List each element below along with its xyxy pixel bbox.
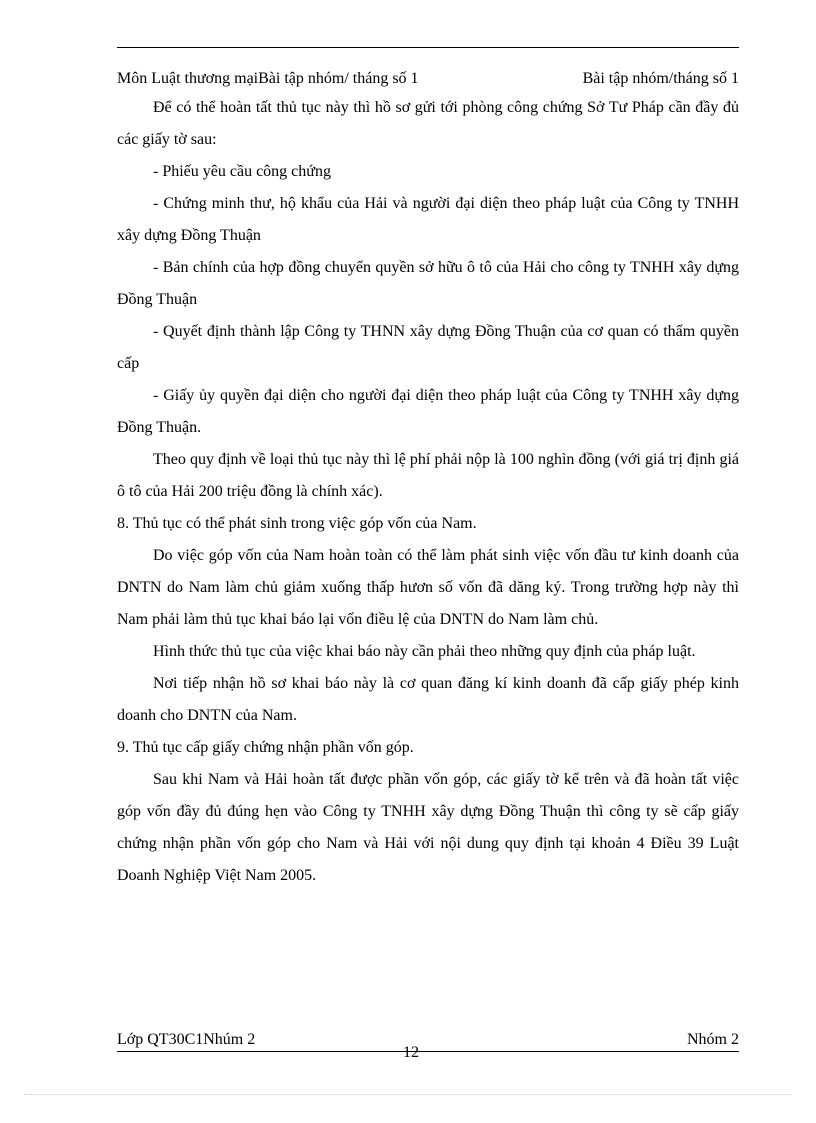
page-number: 12	[403, 1044, 419, 1061]
list-item-establishment-decision: - Quyết định thành lập Công ty THNN xây dựng Đồng Thuận của cơ quan có thẩm quyền cấp	[117, 323, 739, 372]
list-item-transfer-contract: - Bản chính của hợp đồng chuyển quyền sở hữu ô tô của Hải cho công ty TNHH xây dựng Đồng Thuận	[117, 259, 739, 308]
section-heading-9: 9. Thủ tục cấp giấy chứng nhận phần vốn góp.	[117, 739, 414, 756]
section-heading-8: 8. Thủ tục có thể phát sinh trong việc góp vốn của Nam.	[117, 515, 477, 532]
header-right-text: Bài tập nhóm/tháng số 1	[582, 70, 739, 87]
list-item-id-documents: - Chứng minh thư, hộ khẩu của Hải và người đại diện theo pháp luật của Công ty TNHH xây dựng Đồng Thuận	[117, 195, 739, 244]
list-item-power-of-attorney: - Giấy ủy quyền đại diện cho người đại diện theo pháp luật của Công ty TNHH xây dựng Đồng Thuận.	[117, 387, 739, 436]
footer-left-text: Lớp QT30C1Nhúm 2	[117, 1031, 256, 1048]
page-footer	[117, 1031, 739, 1053]
paragraph-receiving-office: Nơi tiếp nhận hồ sơ khai báo này là cơ quan đăng kí kinh doanh đã cấp giấy phép kinh doanh cho DNTN của Nam.	[117, 675, 739, 724]
list-item-request-form: - Phiếu yêu cầu công chứng	[153, 163, 331, 180]
paragraph-fee: Theo quy định về loại thủ tục này thì lệ phí phải nộp là 100 nghìn đồng (với giá trị định giá ô tô của Hải 200 triệu đồng là chính xác).	[117, 451, 739, 500]
header-rule	[117, 47, 739, 48]
footer-rule	[117, 1051, 739, 1052]
document-body	[117, 92, 739, 892]
paragraph-certificate: Sau khi Nam và Hải hoàn tất được phần vốn góp, các giấy tờ kể trên và đã hoàn tất việc góp vốn đầy đủ đúng hẹn vào Công ty TNHH xây dựng Đồng Thuận thì công ty sẽ cấp giấy chứng nhận phần vốn góp cho Nam và Hải với nội dung quy định tại khoản 4 Điều 39 Luật Doanh Nghiệp Việt Nam 2005.	[117, 771, 739, 884]
page-header	[117, 70, 739, 92]
paragraph-capital-contribution: Do việc góp vốn của Nam hoàn toàn có thể làm phát sinh việc vốn đầu tư kinh doanh của DNTN do Nam làm chủ giảm xuống thấp hươn số vốn đã dăng ký. Trong trường hợp này thì Nam phải làm thủ tục khai báo lại vốn điều lệ của DNTN do Nam làm chủ.	[117, 547, 739, 628]
paragraph-procedure-form: Hình thức thủ tục của việc khai báo này cần phải theo những quy định của pháp luật.	[153, 643, 696, 660]
paragraph-1: Để có thể hoàn tất thủ tục này thì hồ sơ gửi tới phòng công chứng Sở Tư Pháp cần đầy đủ các giấy tờ sau:	[117, 99, 739, 148]
header-left-text: Môn Luật thương mạiBài tập nhóm/ tháng số 1	[117, 70, 419, 87]
page-bottom-edge	[24, 1094, 792, 1095]
footer-right-text: Nhóm 2	[687, 1031, 739, 1048]
